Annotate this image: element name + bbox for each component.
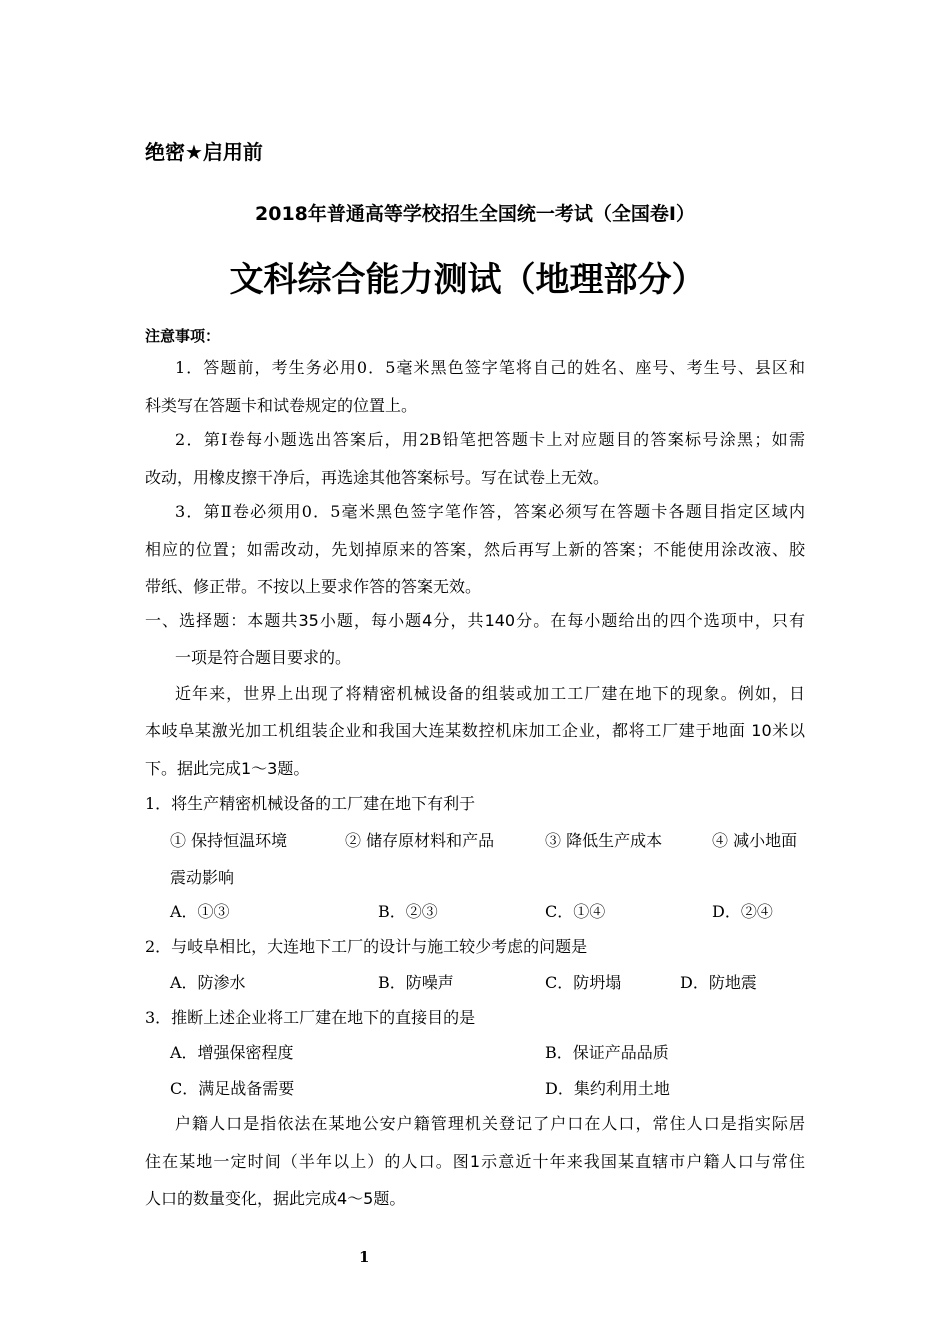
page-number: 1: [359, 1248, 370, 1266]
statement-item: ④ 减小地面: [712, 831, 798, 850]
answer-option: D．②④: [712, 902, 773, 921]
section-heading: 一、选择题：本题共35小题，每小题4分，共140分。在每小题给出的四个选项中，只有: [145, 611, 805, 630]
passage-line: 人口的数量变化，据此完成4～5题。: [145, 1189, 406, 1208]
note-line: 1．答题前，考生务必用0．5毫米黑色签字笔将自己的姓名、座号、考生号、县区和: [175, 358, 805, 377]
exam-title: 2018年普通高等学校招生全国统一考试（全国卷Ⅰ）: [255, 203, 695, 225]
notes-heading: 注意事项：: [145, 327, 221, 345]
answer-option: A．增强保密程度: [170, 1043, 294, 1062]
answer-option: B．②③: [378, 902, 438, 921]
question-stem: 2．与岐阜相比，大连地下工厂的设计与施工较少考虑的问题是: [145, 937, 588, 956]
passage-line: 近年来，世界上出现了将精密机械设备的组装或加工工厂建在地下的现象。例如，日: [175, 684, 805, 703]
answer-option: B．防噪声: [378, 973, 454, 992]
subject-title: 文科综合能力测试（地理部分）: [229, 260, 706, 300]
passage-line: 户籍人口是指依法在某地公安户籍管理机关登记了户口在人口，常住人口是指实际居: [175, 1114, 805, 1133]
answer-option: B．保证产品品质: [545, 1043, 669, 1062]
note-line: 改动，用橡皮擦干净后，再选途其他答案标号。写在试卷上无效。: [145, 468, 610, 487]
note-line: 科类写在答题卡和试卷规定的位置上。: [145, 396, 418, 415]
statement-item: 震动影响: [170, 868, 235, 887]
answer-option: C．满足战备需要: [170, 1079, 295, 1098]
section-heading: 一项是符合题目要求的。: [175, 648, 352, 667]
answer-option: D．防地震: [680, 973, 757, 992]
note-line: 2．第Ⅰ卷每小题选出答案后，用2B铅笔把答题卡上对应题目的答案标号涂黑；如需: [175, 430, 805, 449]
passage-line: 下。据此完成1～3题。: [145, 759, 310, 778]
passage-line: 住在某地一定时间（半年以上）的人口。图1示意近十年来我国某直辖市户籍人口与常住: [145, 1152, 805, 1171]
passage-line: 本岐阜某激光加工机组装企业和我国大连某数控机床加工企业，都将工厂建于地面 10米以: [145, 721, 805, 740]
answer-option: A．防渗水: [170, 973, 246, 992]
answer-option: A．①③: [170, 902, 230, 921]
answer-option: C．①④: [545, 902, 606, 921]
answer-option: C．防坍塌: [545, 973, 622, 992]
statement-item: ③ 降低生产成本: [545, 831, 663, 850]
question-stem: 3．推断上述企业将工厂建在地下的直接目的是: [145, 1008, 476, 1027]
statement-item: ② 储存原材料和产品: [345, 831, 495, 850]
statement-item: ① 保持恒温环境: [170, 831, 288, 850]
note-line: 相应的位置；如需改动，先划掉原来的答案，然后再写上新的答案；不能使用涂改液、胶: [145, 540, 805, 559]
answer-option: D．集约利用土地: [545, 1079, 670, 1098]
confidential-label: 绝密★启用前: [145, 140, 263, 164]
note-line: 带纸、修正带。不按以上要求作答的答案无效。: [145, 577, 482, 596]
note-line: 3．第Ⅱ卷必须用0．5毫米黑色签字笔作答，答案必须写在答题卡各题目指定区域内: [175, 502, 805, 521]
question-stem: 1．将生产精密机械设备的工厂建在地下有利于: [145, 794, 476, 813]
